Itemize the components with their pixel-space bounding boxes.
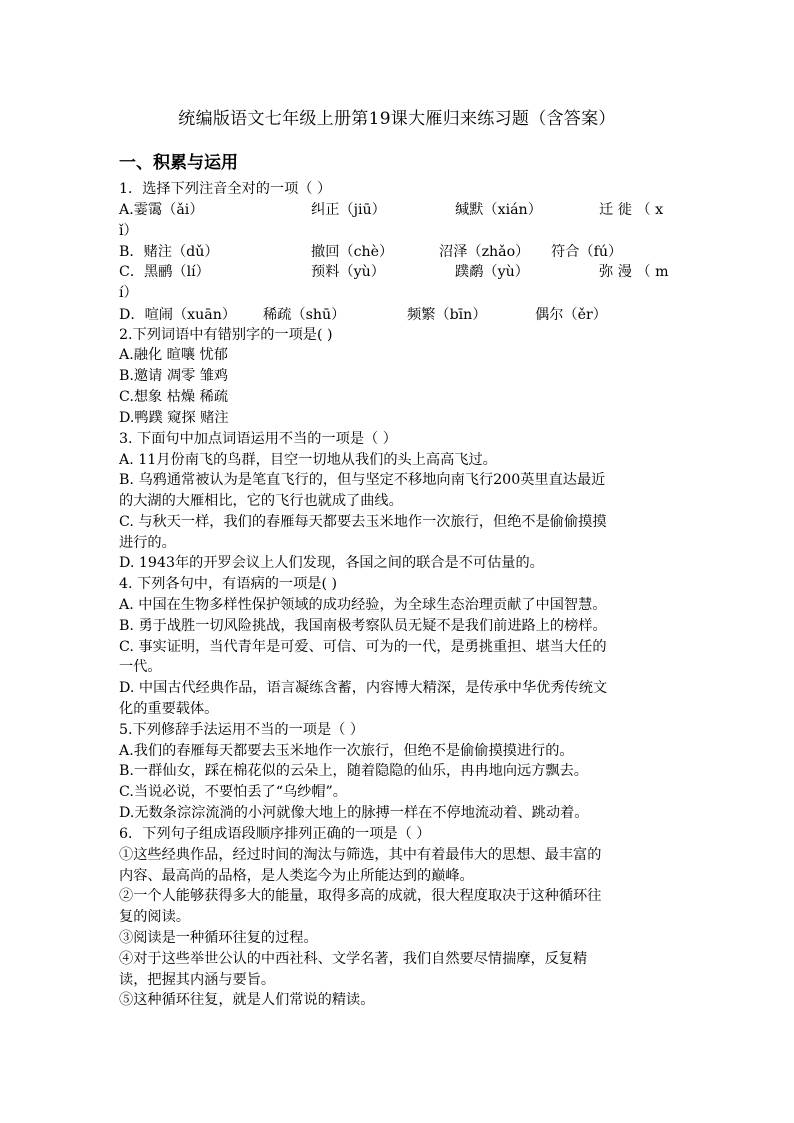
q6-sentence-3: ③阅读是一种循环往复的过程。 xyxy=(119,930,318,946)
section-heading: 一、积累与运用 xyxy=(119,153,238,173)
q3-option-a: A. 11月份南飞的鸟群，目空一切地从我们的头上高高飞过。 xyxy=(119,452,497,468)
q3-option-b-line2: 的大湖的大雁相比，它的飞行也就成了曲线。 xyxy=(119,493,403,509)
q6-sentence-4-line2: 读，把握其内涵与要旨。 xyxy=(119,972,276,988)
q1-row-d xyxy=(119,305,679,325)
q4-option-b: B. 勇于战胜一切风险挑战，我国南极考察队员无疑不是我们前进路上的榜样。 xyxy=(119,618,607,634)
q1-a3: 缄默（xián） xyxy=(455,202,542,218)
q5-option-b: B.一群仙女，踩在棉花似的云朵上，随着隐隐的仙乐，冉冉地向远方飘去。 xyxy=(119,763,588,779)
q1-a4: 迁 徙 （ x xyxy=(599,202,664,218)
q6-sentence-1-line2: 内容、最高尚的品格，是人类迄今为止所能达到的巅峰。 xyxy=(119,868,474,884)
q1-c5: í） xyxy=(119,285,138,301)
q3-option-c-line1: C. 与秋天一样，我们的春雁每天都要去玉米地作一次旅行，但绝不是偷偷摸摸 xyxy=(119,514,607,530)
q5-option-d: D.无数条淙淙流淌的小河就像大地上的脉搏一样在不停地流动着、跳动着。 xyxy=(119,805,589,821)
q3-option-d: D. 1943年的开罗会议上人们发现，各国之间的联合是不可估量的。 xyxy=(119,555,544,571)
q1-row-a xyxy=(119,200,679,220)
q1-b4: 符合（fú） xyxy=(551,244,623,260)
q1-a5: ǐ） xyxy=(119,223,138,239)
q3-option-c-line2: 进行的。 xyxy=(119,535,176,551)
q4-option-c-line1: C. 事实证明，当代青年是可爱、可信、可为的一代，是勇挑重担、堪当大任的 xyxy=(119,639,607,655)
q1-d4: 偶尔（ěr） xyxy=(535,307,607,323)
q1-b3: 沼泽（zhǎo） xyxy=(439,244,530,260)
q2-option-a: A.融化 暄嚷 忧郁 xyxy=(119,347,228,363)
q6-sentence-1-line1: ①这些经典作品，经过时间的淘汰与筛选，其中有着最伟大的思想、最丰富的 xyxy=(119,847,602,863)
q3-stem: 3. 下面句中加点词语运用不当的一项是（ ） xyxy=(119,431,397,447)
q1-a1: A.霎霭（ǎi） xyxy=(119,202,204,218)
q6-sentence-4-line1: ④对于这些举世公认的中西社科、文学名著，我们自然要尽情揣摩，反复精 xyxy=(119,951,588,967)
q1-b2: 撤回（chè） xyxy=(311,244,394,260)
q2-option-c: C.想象 枯燥 稀疏 xyxy=(119,389,229,405)
q4-stem: 4. 下列各句中，有语病的一项是( ) xyxy=(119,576,338,592)
q2-option-b: B.邀请 凋零 雏鸡 xyxy=(119,368,229,384)
q1-d2: 稀疏（shū） xyxy=(263,307,346,323)
q4-option-c-line2: 一代。 xyxy=(119,659,162,675)
q2-option-d: D.鸭蹼 窥探 赌注 xyxy=(119,410,229,426)
q6-sentence-2-line2: 复的阅读。 xyxy=(119,909,190,925)
page-title: 统编版语文七年级上册第19课大雁归来练习题（含答案） xyxy=(178,109,616,129)
q1-d3: 频繁（bīn） xyxy=(407,307,487,323)
q1-row-b xyxy=(119,242,679,262)
q6-sentence-5: ⑤这种循环往复，就是人们常说的精读。 xyxy=(119,992,375,1008)
q1-a2: 纠正（jiū） xyxy=(311,202,386,218)
q6-stem: 6．下列句子组成语段顺序排列正确的一项是（ ） xyxy=(119,826,431,842)
q4-option-a: A. 中国在生物多样性保护领域的成功经验，为全球生态治理贡献了中国智慧。 xyxy=(119,597,607,613)
q3-option-b-line1: B. 乌鸦通常被认为是笔直飞行的，但与坚定不移地向南飞行200英里直达最近 xyxy=(119,472,606,488)
q5-stem: 5.下列修辞手法运用不当的一项是（ ） xyxy=(119,722,365,738)
q1-b1: B．赌注（dǔ） xyxy=(119,244,219,260)
q1-d1: D．喧闹（xuān） xyxy=(119,307,237,323)
q2-stem: 2.下列词语中有错别字的一项是( ) xyxy=(119,327,333,343)
q1-row-c xyxy=(119,262,679,282)
q1-c3: 蹼鹬（yù） xyxy=(455,264,529,280)
q1-c2: 预料（yù） xyxy=(311,264,385,280)
q5-option-a: A.我们的春雁每天都要去玉米地作一次旅行，但绝不是偷偷摸摸进行的。 xyxy=(119,743,574,759)
q1-stem: 1．选择下列注音全对的一项（ ） xyxy=(119,181,332,197)
q1-c1: C．黑鹂（lí） xyxy=(119,264,210,280)
q6-sentence-2-line1: ②一个人能够获得多大的能量，取得多高的成就，很大程度取决于这种循环往 xyxy=(119,888,602,904)
q1-c4: 弥 漫 （ m xyxy=(599,264,669,280)
q4-option-d-line1: D. 中国古代经典作品，语言凝练含蓄，内容博大精深，是传承中华优秀传统文 xyxy=(119,680,608,696)
q5-option-c: C.当说必说，不要怕丢了“乌纱帽”。 xyxy=(119,784,347,800)
q4-option-d-line2: 化的重要载体。 xyxy=(119,701,219,717)
